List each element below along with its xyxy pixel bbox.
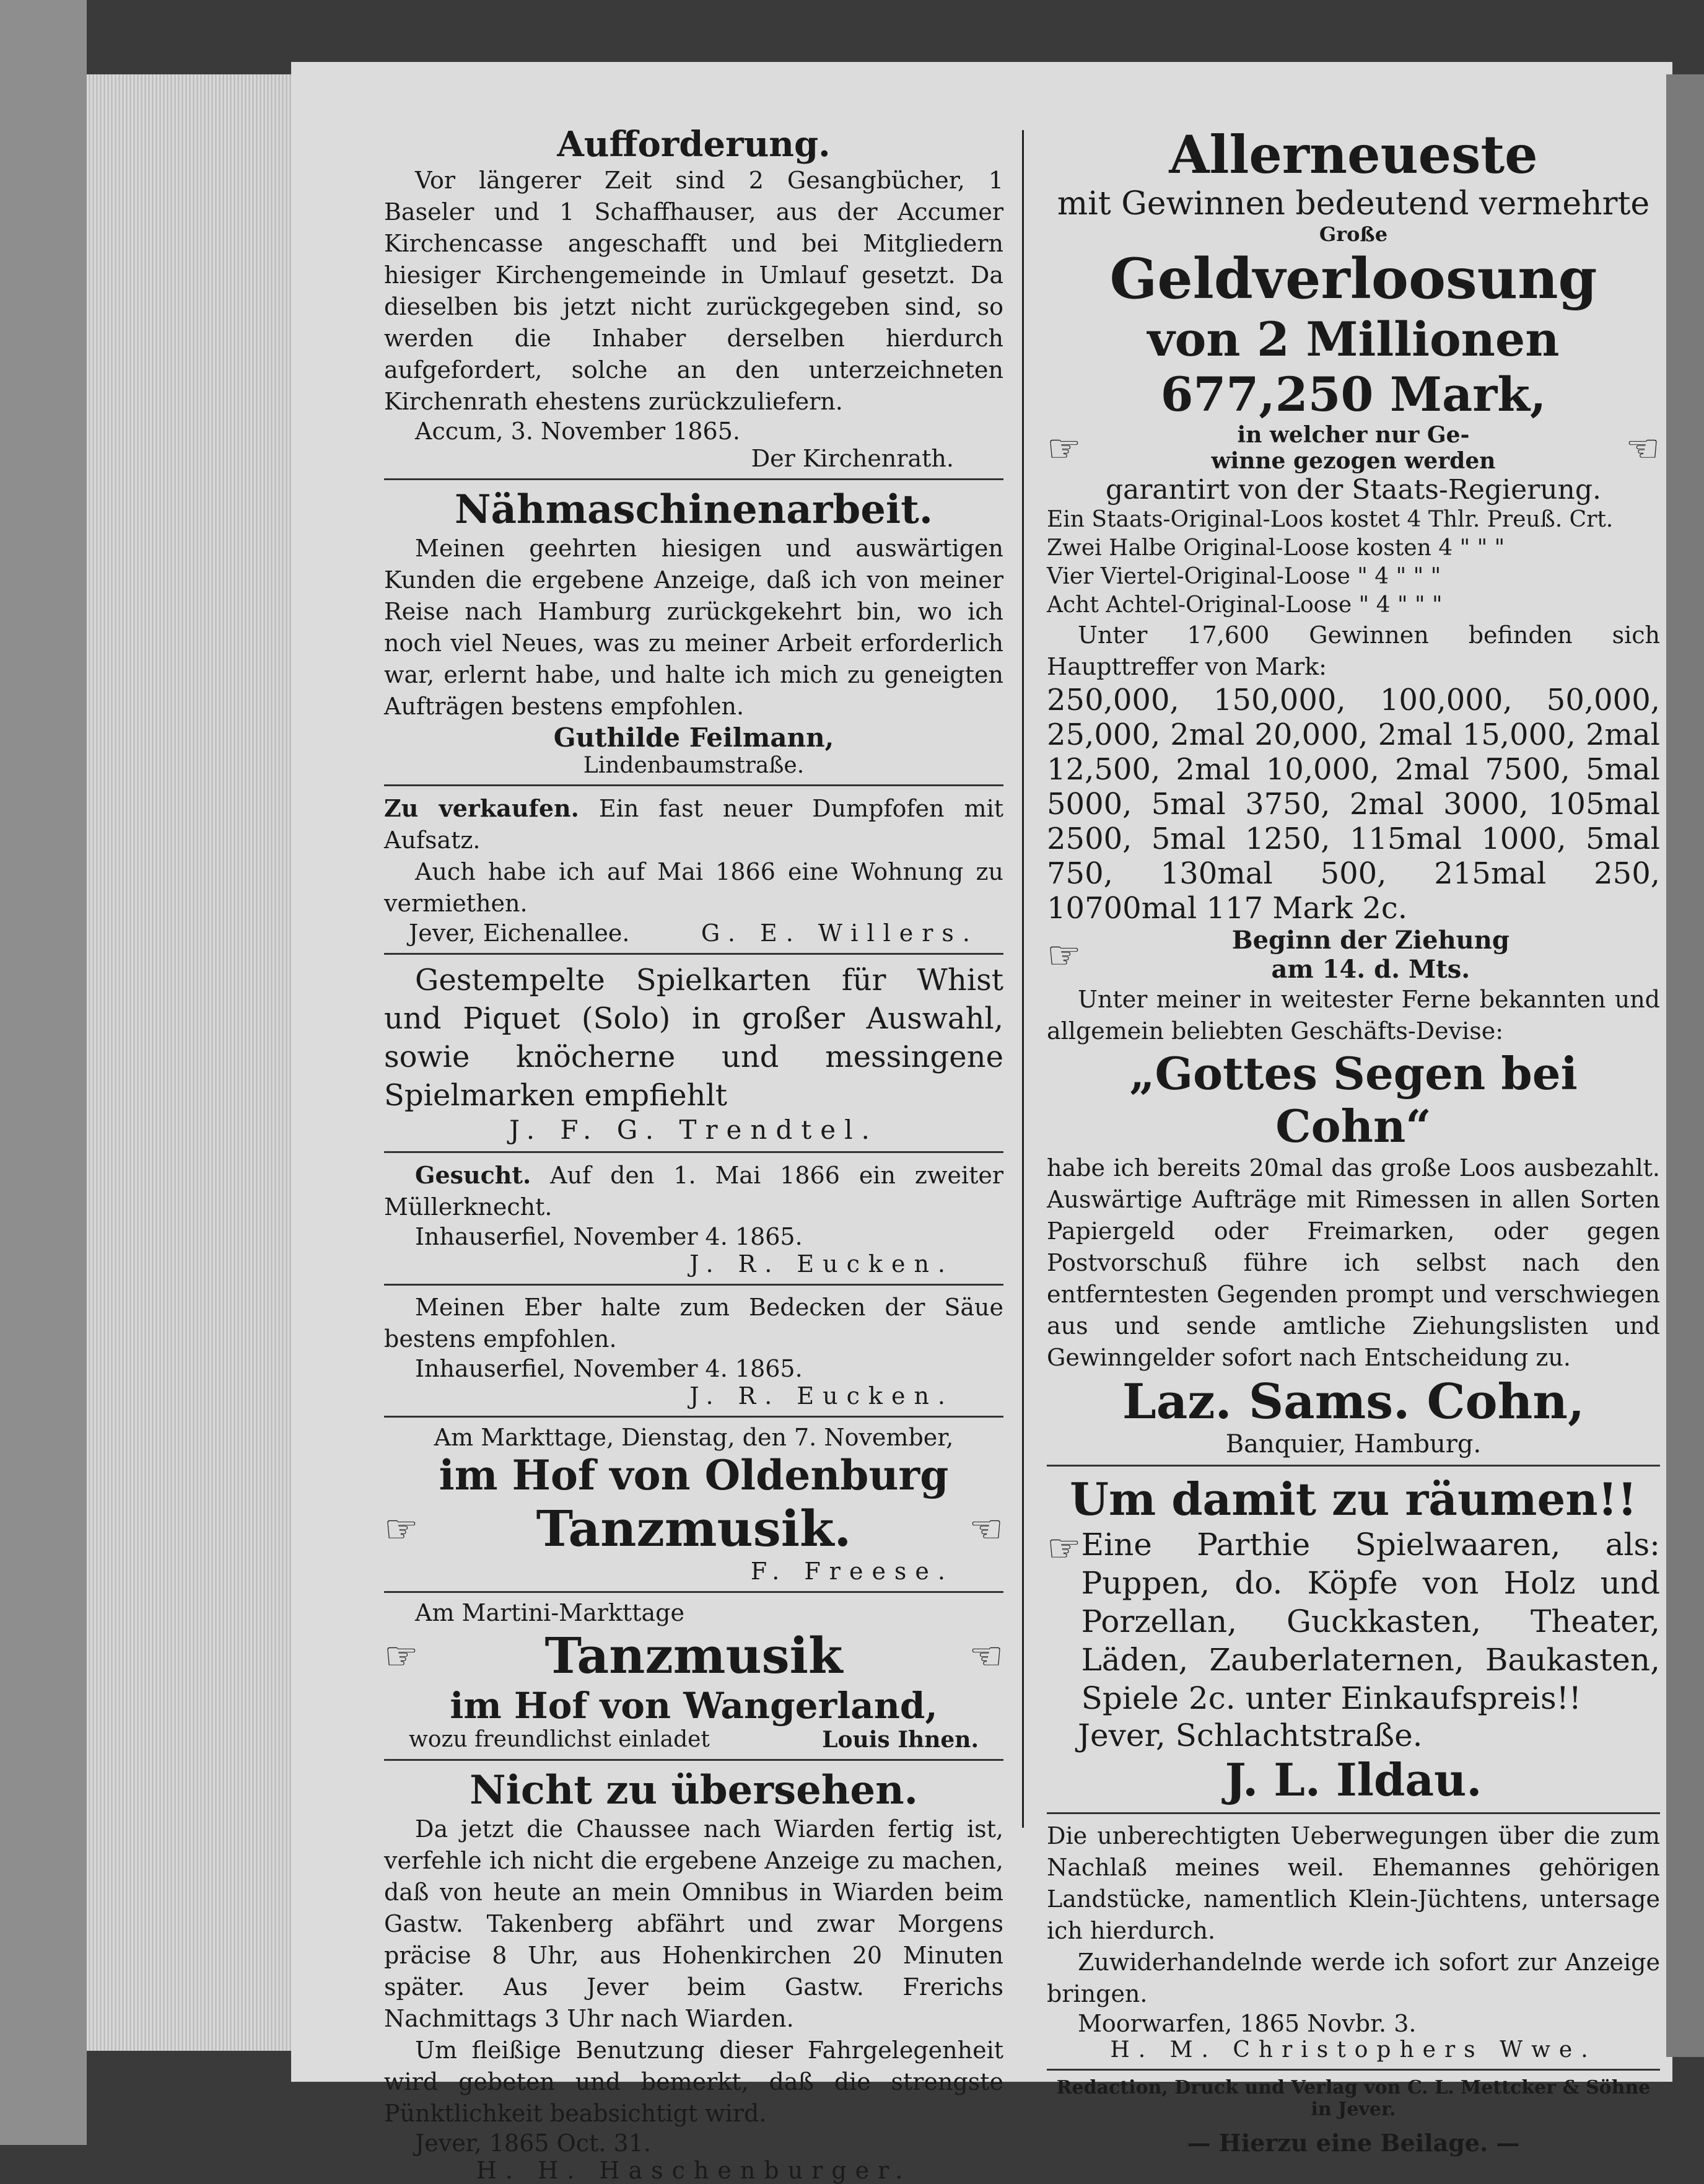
- imprint: Redaction, Druck und Verlag von C. L. Mettcker & Söhne in Jever.: [1056, 2077, 1651, 2120]
- ad-date: Moorwarfen, 1865 Novbr. 3.: [1078, 2010, 1417, 2037]
- hand-pointing-left-icon: ☜: [969, 1506, 1003, 1551]
- ad-line: wozu freundlichst einladet: [409, 1727, 710, 1752]
- ad-devise: „Gottes Segen bei Cohn“: [1129, 1047, 1578, 1152]
- scan-background: [0, 0, 87, 2145]
- ad-text-rest: Ein fast neuer Dumpfofen mit Aufsatz.: [384, 795, 1003, 854]
- ad-line: Beginn der Ziehung: [1231, 926, 1510, 955]
- ad-text: Meinen geehrten hiesigen und auswärtigen Kunden die ergebene Anzeige, daß ich von meiner Reise nach Hamburg zurückgekehrt bin, wo ich noch viel Neues, was zu meiner Arbeit erforderlich war, erlernt habe, und halte ich mich zu geneigten Aufträgen bestens empfohlen.: [384, 535, 1003, 720]
- divider: [384, 1759, 1003, 1761]
- ad-body-row: [1047, 1525, 1660, 1717]
- ad-zu-verkaufen: [384, 792, 1003, 947]
- ad-eber: [384, 1292, 1003, 1410]
- hand-pointing-right-icon: ☞: [1047, 932, 1081, 978]
- ad-hand-text: [1081, 926, 1660, 984]
- ad-tanzmusik-oldenburg: [384, 1424, 1003, 1585]
- ad-date: Accum, 3. November 1865.: [415, 418, 740, 445]
- ad-place: Jever, Schlachtstraße.: [1078, 1717, 1423, 1753]
- divider: [384, 1591, 1003, 1593]
- ad-text-2: Zuwiderhandelnde werde ich sofort zur Anzeige bringen.: [1047, 1949, 1660, 2007]
- ad-line: mit Gewinnen bedeutend vermehrte: [1057, 185, 1650, 222]
- right-column: [1047, 124, 1660, 2157]
- price-row: Vier Viertel-Original-Loose " 4 " " ": [1047, 564, 1441, 589]
- ad-signature: Guthilde Feilmann,: [553, 722, 834, 753]
- ad-line: in welcher nur Ge-: [1237, 422, 1470, 448]
- ad-geldverloosung: [1047, 124, 1660, 1458]
- ad-date: Inhauserfiel, November 4. 1865.: [415, 1355, 803, 1382]
- ad-headline: Tanzmusik.: [536, 1499, 852, 1558]
- ad-line: am 14. d. Mts.: [1271, 955, 1470, 984]
- price-row: Acht Achtel-Original-Loose " 4 " " ": [1047, 592, 1443, 618]
- hand-pointing-right-icon: ☞: [1047, 425, 1081, 471]
- ad-wins-intro: Unter 17,600 Gewinnen befinden sich Haupttreffer von Mark:: [1047, 621, 1660, 680]
- ad-headline: im Hof von Oldenburg: [439, 1451, 949, 1499]
- ad-spielkarten: [384, 961, 1003, 1145]
- ad-text-2: Auch habe ich auf Mai 1866 eine Wohnung zu vermiethen.: [384, 858, 1003, 917]
- ad-headline-2: im Hof von Wangerland,: [450, 1685, 938, 1727]
- hand-pointing-left-icon: ☜: [1625, 425, 1660, 471]
- divider: [384, 953, 1003, 955]
- ad-signature: J. L. Ildau.: [1225, 1753, 1482, 1806]
- column-divider: [1022, 130, 1024, 1828]
- ad-nicht-zu-uebersehen: [384, 1767, 1003, 2184]
- ad-price-list: [1047, 506, 1660, 620]
- ad-text: [384, 792, 1003, 856]
- supplement-note: — Hierzu eine Beilage. —: [1187, 2129, 1520, 2157]
- price-row: Ein Staats-Original-Loos kostet 4 Thlr. Preuß. Crt.: [1047, 507, 1614, 532]
- divider: [1047, 1812, 1660, 1814]
- hand-pointing-right-icon: ☞: [384, 1633, 419, 1678]
- ad-title: Aufforderung.: [557, 124, 831, 165]
- ad-devise-intro: Unter meiner in weitester Ferne bekannten und allgemein beliebten Geschäfts-Devise:: [1047, 986, 1660, 1045]
- ad-text-rest: Auf den 1. Mai 1866 ein zweiter Müllerknecht.: [384, 1162, 1003, 1221]
- ad-text: Da jetzt die Chaussee nach Wiarden fertig ist, verfehle ich nicht die ergebene Anzeige zu machen, daß von heute an mein Omnibus in Wiarden beim Gastw. Takenberg abfährt und zwar Morgens präcise 8 Uhr, aus Hohenkirchen 20 Minuten später. Aus Jever beim Gastw. Frerichs Nachmittags 3 Uhr nach Wiarden.: [384, 1815, 1003, 2032]
- ad-naehmaschinenarbeit: [384, 486, 1003, 778]
- ad-hand-row: [1047, 926, 1660, 984]
- price-row: Zwei Halbe Original-Loose kosten 4 " " ": [1047, 535, 1505, 561]
- ad-footer: [384, 919, 1003, 947]
- ad-signature: Der Kirchenrath.: [751, 445, 954, 472]
- ad-signature-2: Banquier, Hamburg.: [1225, 1430, 1482, 1458]
- ad-signature: F. Freese.: [750, 1558, 954, 1585]
- ad-ueberwegungen: [1047, 1820, 1660, 2063]
- divider: [1047, 1465, 1660, 1467]
- ad-footer: [384, 1727, 1003, 1753]
- ad-line: Am Martini-Markttage: [415, 1599, 684, 1626]
- ad-hand-text: [1212, 422, 1496, 474]
- ad-text-2: Um fleißige Benutzung dieser Fahrgelegenheit wird gebeten und bemerkt, daß die strengste Pünktlichkeit beabsichtigt wird.: [384, 2037, 1003, 2127]
- book-page-edges: [87, 74, 291, 2051]
- ad-line: Am Markttage, Dienstag, den 7. November,: [434, 1424, 954, 1451]
- divider: [384, 1151, 1003, 1153]
- ad-aufforderung: [384, 124, 1003, 472]
- ad-signature: Laz. Sams. Cohn,: [1122, 1374, 1585, 1430]
- ad-signature: G. E. Willers.: [701, 919, 979, 947]
- ad-place: Jever, Eichenallee.: [409, 919, 630, 947]
- ad-text: Meinen Eber halte zum Bedecken der Säue bestens empfohlen.: [384, 1294, 1003, 1353]
- ad-text: habe ich bereits 20mal das große Loos ausbezahlt. Auswärtige Aufträge mit Rimessen in allen Sorten Papiergeld oder Freimarken, oder gegen Postvorschuß führe ich selbst nach den entferntesten Gegenden prompt und verschwiegen aus und sende amtliche Ziehungslisten und Gewinngelder sofort nach Entscheidung zu.: [1047, 1154, 1660, 1371]
- ad-signature: J. R. Eucken.: [689, 1382, 954, 1410]
- divider: [384, 1416, 1003, 1418]
- ad-um-damit-zu-raeumen: [1047, 1473, 1660, 1806]
- left-column: [384, 124, 1003, 2184]
- ad-line: garantirt von der Staats-Regierung.: [1105, 474, 1602, 506]
- ad-text: [384, 1159, 1003, 1223]
- divider: [384, 1284, 1003, 1286]
- hand-pointing-right-icon: ☞: [384, 1506, 419, 1551]
- ad-lead: Gesucht.: [415, 1161, 531, 1189]
- ad-text: Vor längerer Zeit sind 2 Gesangbücher, 1 Baseler und 1 Schaffhauser, aus der Accumer Kirchencasse angeschafft und bei Mitgliedern hiesiger Kirchengemeinde in Umlauf gesetzt. Da dieselben bis jetzt nicht zurückgegeben sind, so werden die Inhaber derselben hierdurch aufgefordert, solche an den unterzeichneten Kirchenrath ehestens zurückzuliefern.: [384, 167, 1003, 415]
- ad-headline: Tanzmusik: [544, 1626, 843, 1685]
- ad-wins-list: 250,000, 150,000, 100,000, 50,000, 25,000, 2mal 20,000, 2mal 15,000, 2mal 12,500, 2mal 10,000, 2mal 7500, 5mal 5000, 5mal 3750, 2mal 3000, 105mal 2500, 5mal 1250, 115mal 1000, 5mal 750, 130mal 500, 215mal 250, 10700mal 117 Mark 2c.: [1047, 683, 1660, 926]
- ad-title: Um damit zu räumen!!: [1070, 1473, 1637, 1525]
- ad-signature: H. H. Haschenburger.: [476, 2157, 912, 2184]
- ad-signature: H. M. Christophers Wwe.: [1110, 2037, 1597, 2063]
- ad-title: Nähmaschinenarbeit.: [454, 486, 933, 533]
- ad-gesucht: [384, 1159, 1003, 1278]
- ad-address: Lindenbaumstraße.: [583, 753, 805, 778]
- divider: [1047, 2069, 1660, 2071]
- ad-date: Jever, 1865 Oct. 31.: [415, 2129, 651, 2157]
- ad-date: Inhauserfiel, November 4. 1865.: [415, 1223, 803, 1250]
- ad-line: Große: [1319, 222, 1388, 246]
- ad-signature: J. R. Eucken.: [689, 1250, 954, 1278]
- ad-hand-row: [384, 1626, 1003, 1685]
- ad-hand-row: [384, 1499, 1003, 1558]
- hand-pointing-right-icon: ☞: [1047, 1525, 1081, 1571]
- ad-text: Eine Parthie Spielwaaren, als: Puppen, do. Köpfe von Holz und Porzellan, Guckkasten, Theater, Läden, Zauberlaternen, Baukasten, Spiele 2c. unter Einkaufspreis!!: [1081, 1527, 1660, 1716]
- ad-headline: Geldverloosung: [1109, 246, 1597, 312]
- ad-lead: Zu verkaufen.: [384, 794, 579, 822]
- ad-title: Allerneueste: [1169, 124, 1538, 185]
- ad-headline-2: von 2 Millionen 677,250 Mark,: [1147, 312, 1560, 422]
- hand-pointing-left-icon: ☜: [969, 1633, 1003, 1678]
- ad-signature: J. F. G. Trendtel.: [509, 1115, 878, 1145]
- divider: [384, 478, 1003, 480]
- ad-hand-row: [1047, 422, 1660, 474]
- ad-signature: Louis Ihnen.: [822, 1727, 979, 1753]
- ad-title: Nicht zu übersehen.: [470, 1767, 918, 1813]
- ad-tanzmusik-wangerland: [384, 1599, 1003, 1753]
- ad-text: Die unberechtigten Ueberwegungen über die zum Nachlaß meines weil. Ehemannes gehörigen Landstücke, namentlich Klein-Jüchtens, untersage ich hierdurch.: [1047, 1822, 1660, 1944]
- ad-line: winne gezogen werden: [1211, 448, 1496, 474]
- binding-shadow: [1666, 74, 1704, 2057]
- divider: [384, 784, 1003, 786]
- ad-text: Gestempelte Spielkarten für Whist und Piquet (Solo) in großer Auswahl, sowie knöcherne und messingene Spielmarken empfiehlt: [384, 963, 1003, 1113]
